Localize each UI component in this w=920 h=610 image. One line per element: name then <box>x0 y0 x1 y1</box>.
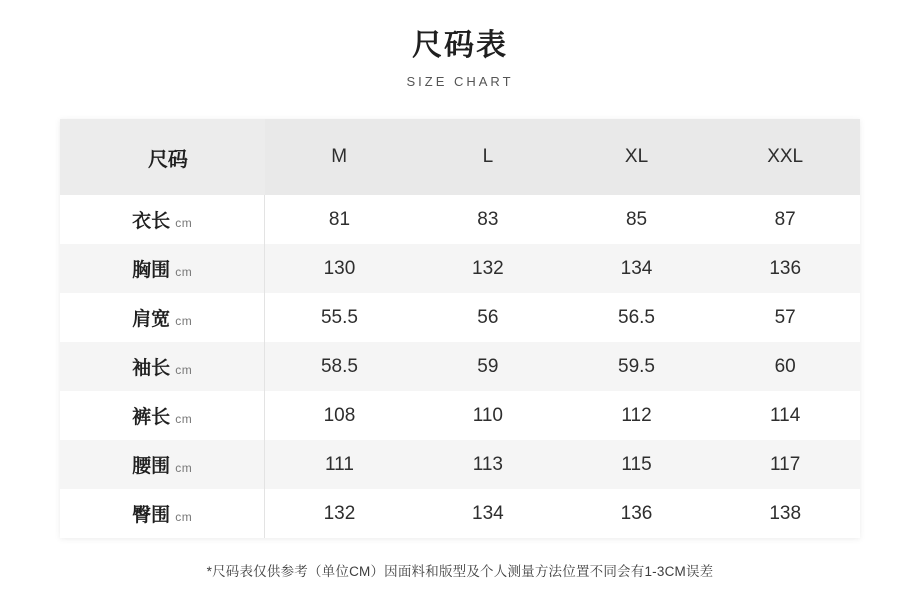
cell-value: 83 <box>414 195 563 244</box>
row-label-xiongwei <box>60 244 265 293</box>
row-label-jiankuan <box>60 293 265 342</box>
title-block <box>0 0 920 89</box>
cell-value: 138 <box>711 489 860 538</box>
cell-value: 58.5 <box>265 342 414 391</box>
table-header-row <box>60 119 860 195</box>
cell-value: 110 <box>414 391 563 440</box>
row-label-text: 腰围 <box>132 456 171 477</box>
table-body <box>60 195 860 538</box>
table-column-header-xxl: XXL <box>711 119 860 195</box>
cell-value: 114 <box>711 391 860 440</box>
row-label-kuchang <box>60 391 265 440</box>
cell-value: 108 <box>265 391 414 440</box>
row-label-text: 胸围 <box>132 260 171 281</box>
cell-value: 111 <box>265 440 414 489</box>
cell-value: 132 <box>414 244 563 293</box>
row-label-text: 臀围 <box>132 505 171 526</box>
table-row <box>60 489 860 538</box>
table-row <box>60 293 860 342</box>
table-column-header-xl: XL <box>562 119 711 195</box>
table-corner-label: 尺码 <box>60 119 265 195</box>
table-header <box>60 119 860 195</box>
row-label-text: 袖长 <box>132 358 171 379</box>
cell-value: 130 <box>265 244 414 293</box>
row-label-text: 裤长 <box>132 407 171 428</box>
cell-value: 56 <box>414 293 563 342</box>
cell-value: 56.5 <box>562 293 711 342</box>
cell-value: 115 <box>562 440 711 489</box>
row-label-text: 衣长 <box>132 211 171 232</box>
cell-value: 87 <box>711 195 860 244</box>
table-row <box>60 195 860 244</box>
size-table-container <box>60 119 860 538</box>
row-unit-text: cm <box>175 265 193 279</box>
cell-value: 134 <box>414 489 563 538</box>
table-column-header-m: M <box>265 119 414 195</box>
table-row <box>60 391 860 440</box>
footnote: *尺码表仅供参考（单位CM）因面料和版型及个人测量方法位置不同会有1-3CM误差 <box>206 564 714 579</box>
table-row <box>60 440 860 489</box>
row-unit-text: cm <box>175 412 193 426</box>
cell-value: 85 <box>562 195 711 244</box>
row-unit-text: cm <box>175 314 193 328</box>
cell-value: 59 <box>414 342 563 391</box>
row-label-yaowei <box>60 440 265 489</box>
row-unit-text: cm <box>175 510 193 524</box>
cell-value: 132 <box>265 489 414 538</box>
row-label-tunwei <box>60 489 265 538</box>
cell-value: 60 <box>711 342 860 391</box>
cell-value: 112 <box>562 391 711 440</box>
row-unit-text: cm <box>175 363 193 377</box>
cell-value: 57 <box>711 293 860 342</box>
cell-value: 113 <box>414 440 563 489</box>
page-title: 尺码表 <box>412 29 508 62</box>
row-label-yichang <box>60 195 265 244</box>
page-subtitle: SIZE CHART <box>406 74 514 89</box>
cell-value: 55.5 <box>265 293 414 342</box>
cell-value: 136 <box>711 244 860 293</box>
table-row <box>60 342 860 391</box>
size-table <box>60 119 860 538</box>
table-column-header-l: L <box>414 119 563 195</box>
row-unit-text: cm <box>175 461 193 475</box>
cell-value: 81 <box>265 195 414 244</box>
cell-value: 117 <box>711 440 860 489</box>
cell-value: 136 <box>562 489 711 538</box>
cell-value: 134 <box>562 244 711 293</box>
row-label-text: 肩宽 <box>132 309 171 330</box>
row-label-xiuchang <box>60 342 265 391</box>
cell-value: 59.5 <box>562 342 711 391</box>
table-row <box>60 244 860 293</box>
row-unit-text: cm <box>175 216 193 230</box>
